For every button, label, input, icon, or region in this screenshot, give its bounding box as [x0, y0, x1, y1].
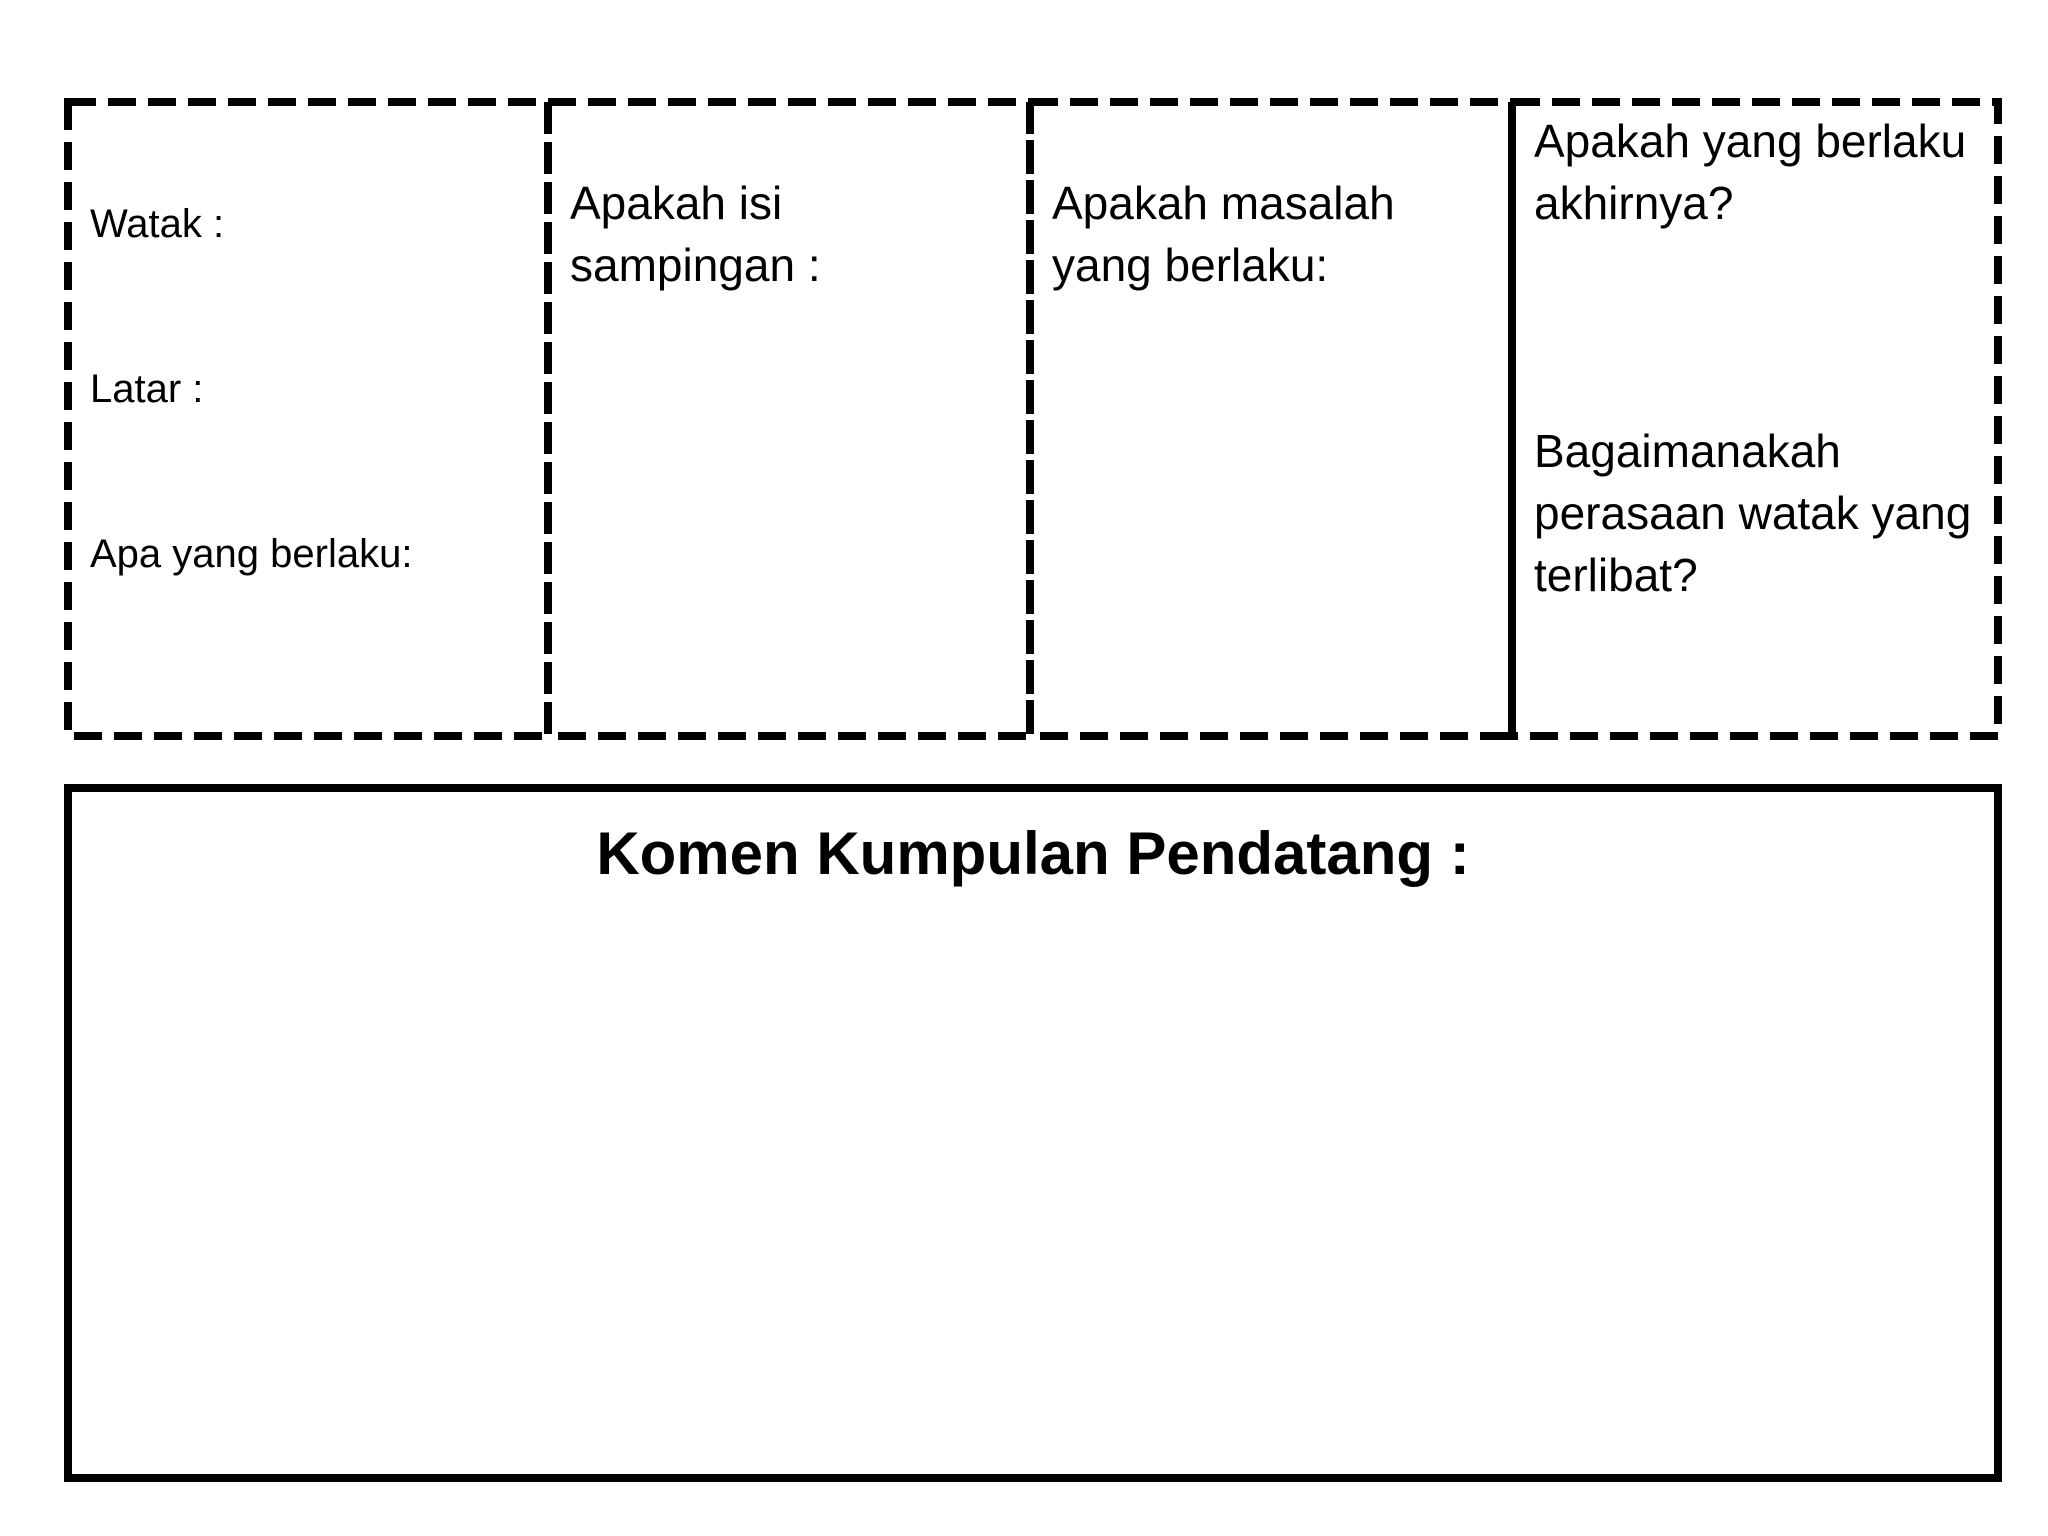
side-content-question: Apakah isi sampingan : [570, 177, 821, 291]
comment-box-title: Komen Kumpulan Pendatang : [596, 820, 1470, 887]
panel-character-setting [68, 102, 548, 736]
apa-yang-berlaku-label: Apa yang berlaku: [90, 532, 413, 576]
comment-box-frame [68, 788, 1998, 1478]
panel-side-content [548, 102, 1030, 736]
problem-question: Apakah masalah yang berlaku: [1052, 177, 1395, 291]
ending-question: Apakah yang berlaku akhirnya? [1534, 115, 1967, 229]
panel-problem [1030, 102, 1512, 736]
latar-label: Latar : [90, 367, 204, 411]
feelings-question: Bagaimanakah perasaan watak yang terlibat? [1534, 425, 1972, 601]
panel-ending [1512, 102, 1998, 736]
watak-label: Watak : [90, 202, 225, 246]
